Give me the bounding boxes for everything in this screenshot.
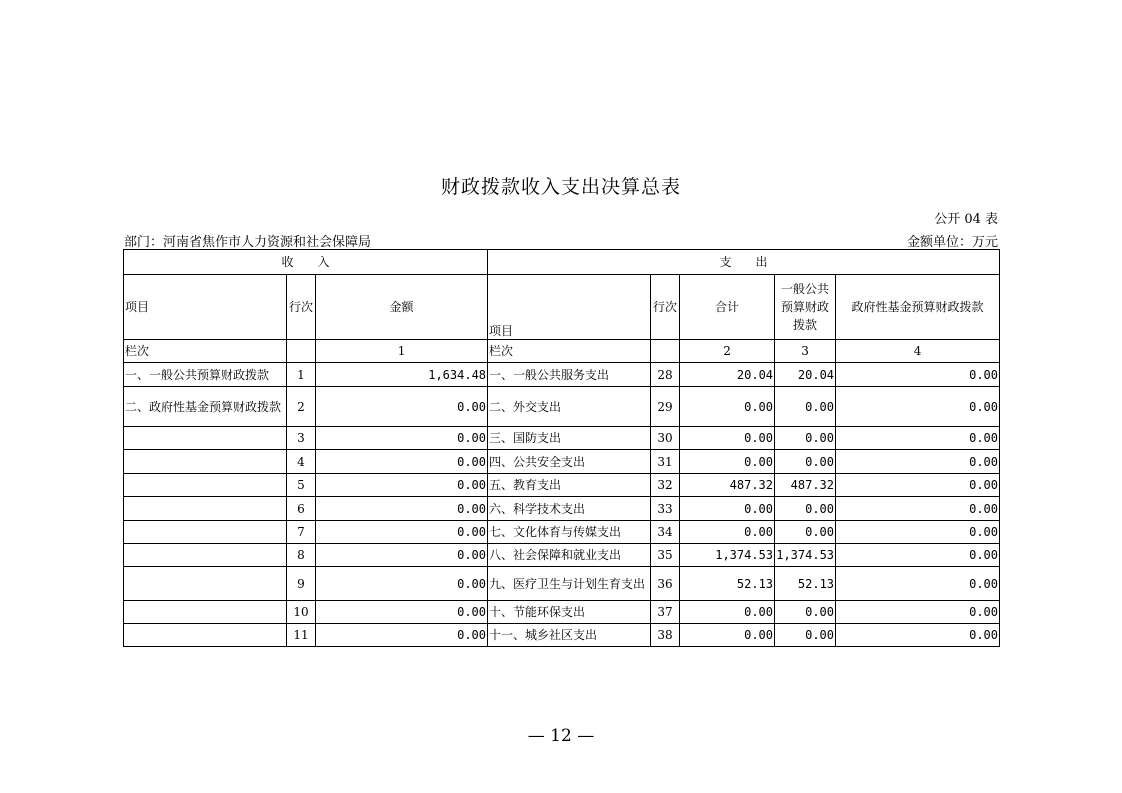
income-item-header: 项目 [124, 275, 287, 340]
total-cell: 0.00 [680, 601, 775, 624]
expense-item-cell: 九、医疗卫生与计划生育支出 [488, 567, 651, 601]
table-row [124, 567, 1000, 601]
department-label: 部门：河南省焦作市人力资源和社会保障局 [124, 235, 372, 250]
income-amount-cell: 0.00 [316, 567, 488, 601]
column-index-amount: 1 [316, 340, 488, 363]
income-amount-cell: 1,634.48 [316, 363, 488, 387]
income-amount-cell: 0.00 [316, 474, 488, 497]
income-row-no-cell: 4 [287, 450, 316, 474]
table-row [124, 521, 1000, 544]
general-budget-cell: 0.00 [775, 450, 836, 474]
expense-item-cell: 三、国防支出 [488, 427, 651, 450]
column-index-total: 2 [680, 340, 775, 363]
general-budget-cell: 1,374.53 [775, 544, 836, 567]
income-item-cell [124, 567, 287, 601]
total-cell: 0.00 [680, 387, 775, 427]
table-row [124, 450, 1000, 474]
income-row-no-cell: 5 [287, 474, 316, 497]
total-cell: 0.00 [680, 624, 775, 647]
expense-item-cell: 十、节能环保支出 [488, 601, 651, 624]
income-item-cell: 二、政府性基金预算财政拨款 [124, 387, 287, 427]
income-item-cell [124, 474, 287, 497]
expense-row-no-header: 行次 [651, 275, 680, 340]
column-index-expense-label: 栏次 [488, 340, 651, 363]
income-amount-cell: 0.00 [316, 497, 488, 521]
expense-row-no-cell: 32 [651, 474, 680, 497]
amount-unit-label: 金额单位：万元 [906, 235, 998, 250]
income-item-cell [124, 544, 287, 567]
income-row-no-cell: 1 [287, 363, 316, 387]
expense-row-no-cell: 34 [651, 521, 680, 544]
expense-item-cell: 六、科学技术支出 [488, 497, 651, 521]
expense-item-header: 项目 [488, 275, 651, 340]
gov-fund-cell: 0.00 [836, 601, 1000, 624]
total-cell: 487.32 [680, 474, 775, 497]
income-row-no-cell: 11 [287, 624, 316, 647]
total-cell: 1,374.53 [680, 544, 775, 567]
total-cell: 0.00 [680, 427, 775, 450]
general-budget-cell: 52.13 [775, 567, 836, 601]
page-number: — 12 — [527, 726, 595, 746]
income-row-no-cell: 10 [287, 601, 316, 624]
section-header-row [124, 250, 1000, 275]
expense-row-no-cell: 33 [651, 497, 680, 521]
expense-item-cell: 五、教育支出 [488, 474, 651, 497]
income-item-cell [124, 521, 287, 544]
column-index-empty [287, 340, 316, 363]
table-row [124, 387, 1000, 427]
general-budget-cell: 0.00 [775, 601, 836, 624]
income-item-cell: 一、一般公共预算财政拨款 [124, 363, 287, 387]
column-header-row [124, 275, 1000, 340]
expense-item-cell: 二、外交支出 [488, 387, 651, 427]
expense-row-no-cell: 30 [651, 427, 680, 450]
income-amount-cell: 0.00 [316, 521, 488, 544]
gov-fund-cell: 0.00 [836, 544, 1000, 567]
income-amount-cell: 0.00 [316, 387, 488, 427]
expense-row-no-cell: 29 [651, 387, 680, 427]
expense-item-cell: 一、一般公共服务支出 [488, 363, 651, 387]
gov-fund-header: 政府性基金预算财政拨款 [836, 275, 1000, 340]
income-amount-header: 金额 [316, 275, 488, 340]
expense-item-cell: 十一、城乡社区支出 [488, 624, 651, 647]
gov-fund-cell: 0.00 [836, 427, 1000, 450]
general-budget-cell: 0.00 [775, 497, 836, 521]
total-cell: 0.00 [680, 521, 775, 544]
gov-fund-cell: 0.00 [836, 474, 1000, 497]
table-row [124, 624, 1000, 647]
expense-section-header: 支 出 [488, 250, 1000, 275]
column-index-fund: 4 [836, 340, 1000, 363]
income-section-header: 收 入 [124, 250, 488, 275]
table-row [124, 497, 1000, 521]
income-row-no-cell: 6 [287, 497, 316, 521]
income-amount-cell: 0.00 [316, 450, 488, 474]
total-cell: 0.00 [680, 450, 775, 474]
expense-item-cell: 四、公共安全支出 [488, 450, 651, 474]
page-title: 财政拨款收入支出决算总表 [440, 176, 681, 198]
gov-fund-cell: 0.00 [836, 363, 1000, 387]
expense-row-no-cell: 35 [651, 544, 680, 567]
column-index-row [124, 340, 1000, 363]
table-row [124, 601, 1000, 624]
column-index-general: 3 [775, 340, 836, 363]
general-budget-cell: 0.00 [775, 624, 836, 647]
general-budget-cell: 0.00 [775, 521, 836, 544]
income-amount-cell: 0.00 [316, 427, 488, 450]
income-item-cell [124, 497, 287, 521]
income-item-cell [124, 450, 287, 474]
income-row-no-cell: 2 [287, 387, 316, 427]
income-item-cell [124, 601, 287, 624]
income-item-cell [124, 427, 287, 450]
expense-item-cell: 八、社会保障和就业支出 [488, 544, 651, 567]
gov-fund-cell: 0.00 [836, 624, 1000, 647]
gov-fund-cell: 0.00 [836, 450, 1000, 474]
income-row-no-header: 行次 [287, 275, 316, 340]
form-number: 公开 04 表 [934, 212, 998, 227]
expense-row-no-cell: 37 [651, 601, 680, 624]
column-index-label: 栏次 [124, 340, 287, 363]
expense-row-no-cell: 36 [651, 567, 680, 601]
general-budget-cell: 487.32 [775, 474, 836, 497]
income-amount-cell: 0.00 [316, 544, 488, 567]
column-index-empty [651, 340, 680, 363]
budget-summary-table [123, 249, 1000, 647]
expense-row-no-cell: 28 [651, 363, 680, 387]
table-row [124, 544, 1000, 567]
income-row-no-cell: 7 [287, 521, 316, 544]
income-item-cell [124, 624, 287, 647]
table-row [124, 363, 1000, 387]
expense-item-cell: 七、文化体育与传媒支出 [488, 521, 651, 544]
income-amount-cell: 0.00 [316, 601, 488, 624]
total-cell: 52.13 [680, 567, 775, 601]
general-budget-cell: 20.04 [775, 363, 836, 387]
general-budget-header: 一般公共预算财政拨款 [775, 275, 836, 340]
total-cell: 20.04 [680, 363, 775, 387]
general-budget-cell: 0.00 [775, 427, 836, 450]
general-budget-cell: 0.00 [775, 387, 836, 427]
expense-row-no-cell: 38 [651, 624, 680, 647]
income-row-no-cell: 9 [287, 567, 316, 601]
total-header: 合计 [680, 275, 775, 340]
gov-fund-cell: 0.00 [836, 567, 1000, 601]
gov-fund-cell: 0.00 [836, 387, 1000, 427]
expense-row-no-cell: 31 [651, 450, 680, 474]
gov-fund-cell: 0.00 [836, 497, 1000, 521]
gov-fund-cell: 0.00 [836, 521, 1000, 544]
income-row-no-cell: 8 [287, 544, 316, 567]
table-row [124, 474, 1000, 497]
table-row [124, 427, 1000, 450]
income-row-no-cell: 3 [287, 427, 316, 450]
total-cell: 0.00 [680, 497, 775, 521]
income-amount-cell: 0.00 [316, 624, 488, 647]
